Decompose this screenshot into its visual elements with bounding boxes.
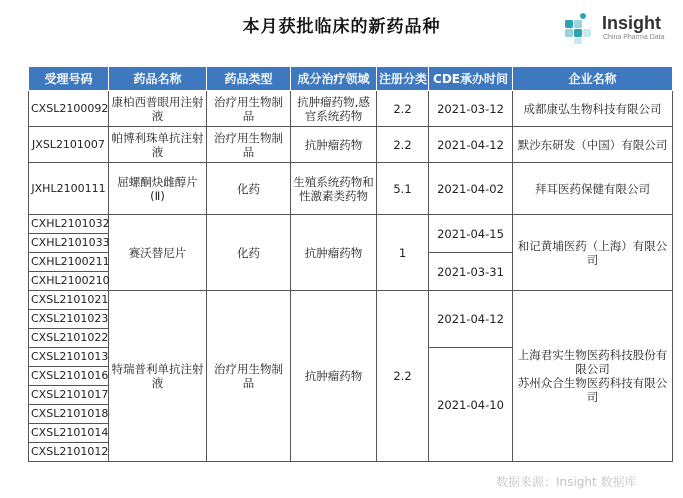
acceptance-number: CXSL2100092 [29, 91, 109, 127]
approvals-table [28, 66, 673, 462]
table-row [29, 127, 673, 163]
column-header-drug-name: 药品名称 [109, 67, 207, 91]
registration-class: 2.2 [377, 127, 429, 163]
company-name-line: 苏州众合生物医药科技有限公司 [517, 376, 668, 404]
acceptance-number: CXSL2101016 [29, 367, 109, 386]
logo-subtitle: China Pharma Data [603, 34, 665, 41]
company-name: 成都康弘生物科技有限公司 [513, 91, 673, 127]
registration-class: 5.1 [377, 163, 429, 215]
registration-class: 2.2 [377, 291, 429, 462]
acceptance-number: CXHL2101033 [29, 234, 109, 253]
column-header-company: 企业名称 [513, 67, 673, 91]
column-header-drug-type: 药品类型 [207, 67, 291, 91]
company-name: 拜耳医药保健有限公司 [513, 163, 673, 215]
acceptance-number: CXHL2100211 [29, 253, 109, 272]
acceptance-number: CXSL2101021 [29, 291, 109, 310]
therapeutic-area: 抗肿瘤药物 [291, 215, 377, 291]
registration-class: 1 [377, 215, 429, 291]
cde-date: 2021-03-31 [429, 253, 513, 291]
company-name: 默沙东研发（中国）有限公司 [513, 127, 673, 163]
therapeutic-area: 抗肿瘤药物 [291, 291, 377, 462]
acceptance-number: JXSL2101007 [29, 127, 109, 163]
acceptance-number: CXSL2101014 [29, 424, 109, 443]
drug-name: 赛沃替尼片 [109, 215, 207, 291]
acceptance-number: JXHL2100111 [29, 163, 109, 215]
table-row [29, 215, 673, 234]
acceptance-number: CXSL2101023 [29, 310, 109, 329]
drug-type: 化药 [207, 215, 291, 291]
table-row [29, 91, 673, 127]
acceptance-number: CXSL2101012 [29, 443, 109, 462]
drug-type: 治疗用生物制品 [207, 91, 291, 127]
drug-type: 化药 [207, 163, 291, 215]
company-name: 和记黄埔医药（上海）有限公司 [513, 215, 673, 291]
insight-logo-icon [562, 10, 598, 46]
logo-brand-text: Insight [602, 13, 661, 33]
page-title: 本月获批临床的新药品种 [242, 17, 441, 37]
registration-class: 2.2 [377, 91, 429, 127]
drug-name: 屈螺酮炔雌醇片(Ⅱ) [109, 163, 207, 215]
cde-date: 2021-04-02 [429, 163, 513, 215]
drug-name: 帕博利珠单抗注射液 [109, 127, 207, 163]
column-header-cde-date: CDE承办时间 [429, 67, 513, 91]
column-header-acceptance-no: 受理号码 [29, 67, 109, 91]
cde-date: 2021-04-10 [429, 348, 513, 462]
acceptance-number: CXSL2101013 [29, 348, 109, 367]
column-header-registration-class: 注册分类 [377, 67, 429, 91]
company-name-line: 上海君实生物医药科技股份有限公司 [517, 348, 668, 376]
therapeutic-area: 生殖系统药物和性激素类药物 [291, 163, 377, 215]
drug-name: 康柏西普眼用注射液 [109, 91, 207, 127]
cde-date: 2021-04-15 [429, 215, 513, 253]
drug-type: 治疗用生物制品 [207, 127, 291, 163]
therapeutic-area: 抗肿瘤药物 [291, 127, 377, 163]
cde-date: 2021-04-12 [429, 127, 513, 163]
acceptance-number: CXSL2101017 [29, 386, 109, 405]
therapeutic-area: 抗肿瘤药物,感官系统药物 [291, 91, 377, 127]
acceptance-number: CXSL2101018 [29, 405, 109, 424]
table-row [29, 291, 673, 310]
acceptance-number: CXHL2101032 [29, 215, 109, 234]
acceptance-number: CXHL2100210 [29, 272, 109, 291]
table-header-row [29, 67, 673, 91]
company-name [513, 291, 673, 462]
drug-type: 治疗用生物制品 [207, 291, 291, 462]
drug-name: 特瑞普利单抗注射液 [109, 291, 207, 462]
acceptance-number: CXSL2101022 [29, 329, 109, 348]
column-header-therapeutic-area: 成分治疗领域 [291, 67, 377, 91]
cde-date: 2021-04-12 [429, 291, 513, 348]
cde-date: 2021-03-12 [429, 91, 513, 127]
table-row [29, 163, 673, 215]
insight-logo [562, 10, 677, 46]
data-source-watermark: 数据来源：Insight 数据库 [496, 475, 637, 489]
